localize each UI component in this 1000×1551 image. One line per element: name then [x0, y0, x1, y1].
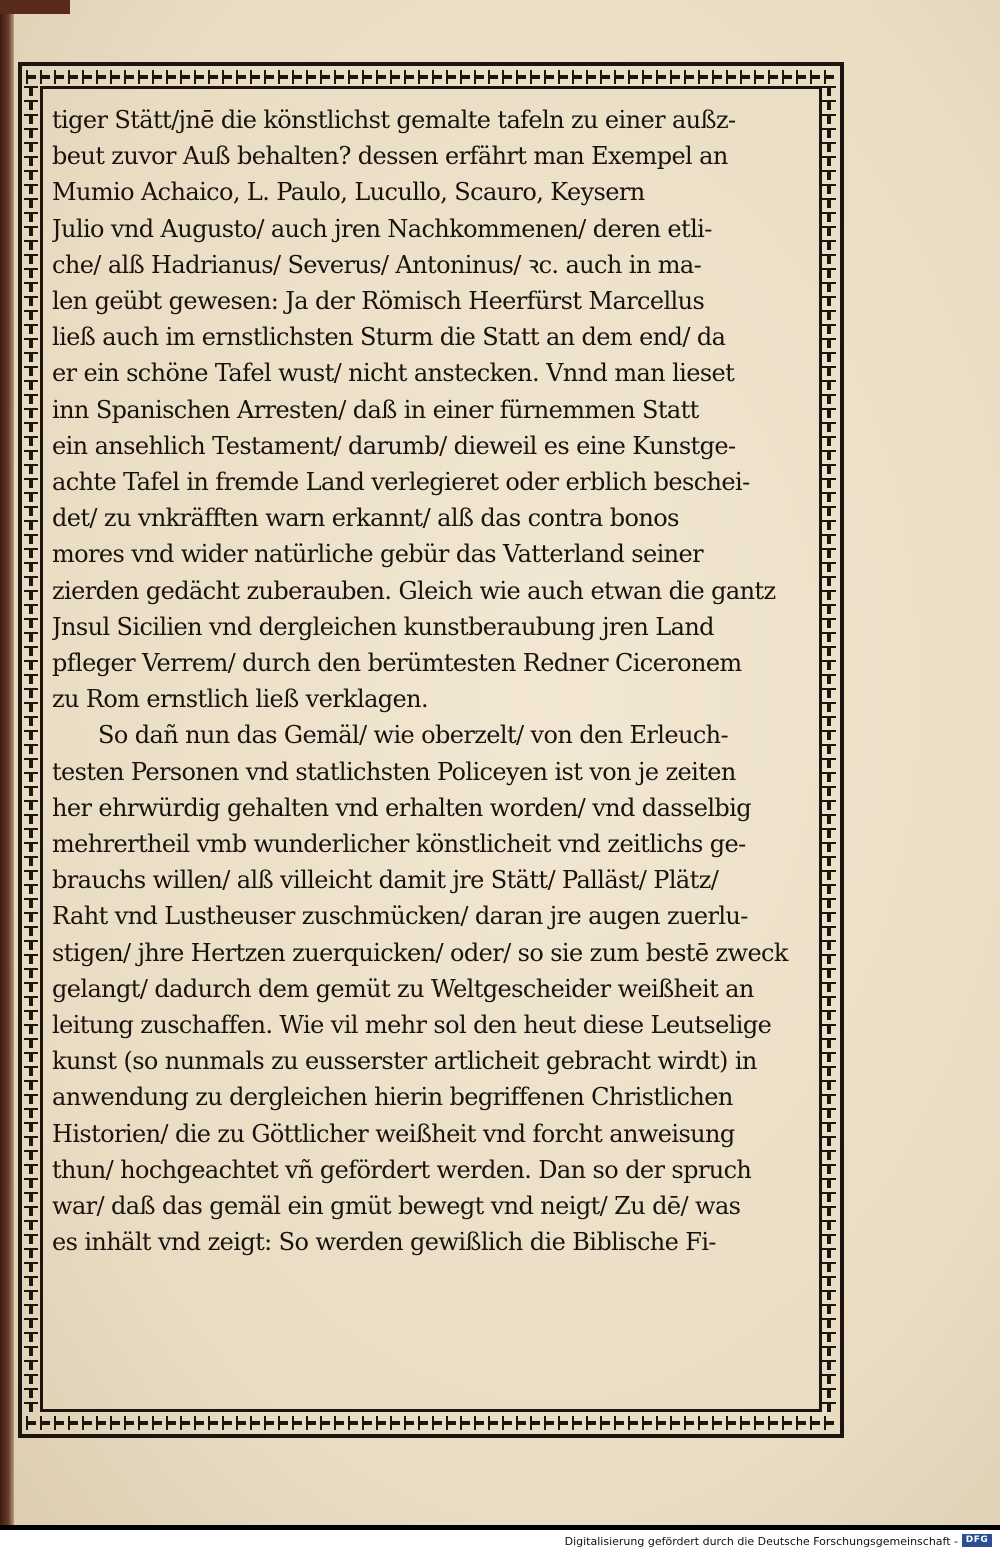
text-line: ein ansehlich Testament/ darumb/ dieweil es eine Kunstge- [52, 431, 736, 460]
page-text [52, 102, 792, 1261]
text-line: beut zuvor Auß behalten? dessen erfährt man Exempel an [52, 142, 728, 171]
text-line: zu Rom ernstlich ließ verklagen. [52, 685, 429, 714]
text-line: testen Personen vnd statlichsten Policeyen ist von je zeiten [52, 757, 736, 786]
binding-tab [0, 0, 70, 14]
text-line: stigen/ jhre Hertzen zuerquicken/ oder/ so sie zum bestē zweck [52, 938, 788, 967]
dfg-logo: DFG [962, 1534, 992, 1547]
funding-credit: Digitalisierung gefördert durch die Deutsche Forschungsgemeinschaft - [564, 1535, 958, 1548]
text-line: gelangt/ dadurch dem gemüt zu Weltgescheider weißheit an [52, 974, 754, 1003]
text-line: Jnsul Sicilien vnd dergleichen kunstberaubung jren Land [52, 612, 714, 641]
text-line: mehrertheil vmb wunderlicher könstlicheit vnd zeitlichs ge- [52, 830, 746, 859]
text-line: inn Spanischen Arresten/ daß in einer fürnemmen Statt [52, 395, 699, 424]
text-line: che/ alß Hadrianus/ Severus/ Antoninus/ ꝛc. auch in ma- [52, 250, 702, 279]
text-line: det/ zu vnkräfften warn erkannt/ alß das contra bonos [52, 504, 679, 533]
ornament-right [822, 86, 836, 1412]
text-line: Historien/ die zu Göttlicher weißheit vnd forcht anweisung [52, 1119, 735, 1148]
page-binding-edge [0, 0, 14, 1525]
text-line: pfleger Verrem/ durch den berümtesten Redner Ciceronem [52, 649, 742, 678]
ornament-bottom [26, 1416, 836, 1430]
ornament-top [26, 70, 836, 84]
text-line: zierden gedächt zuberauben. Gleich wie auch etwan die gantz [52, 576, 776, 605]
text-line: ließ auch im ernstlichsten Sturm die Statt an dem end/ da [52, 323, 726, 352]
text-line: Mumio Achaico, L. Paulo, Lucullo, Scauro, Keysern [52, 178, 645, 207]
text-line: leitung zuschaffen. Wie vil mehr sol den heut diese Leutselige [52, 1011, 772, 1040]
text-line: brauchs willen/ alß villeicht damit jre Stätt/ Palläst/ Plätz/ [52, 866, 719, 895]
text-line: tiger Stätt/jnē die könstlichst gemalte tafeln zu einer außz- [52, 106, 736, 134]
paragraph-start-line: So dañ nun das Gemäl/ wie oberzelt/ von den Erleuch- [98, 721, 729, 750]
ornament-left [24, 86, 38, 1412]
text-line: Julio vnd Augusto/ auch jren Nachkommenen/ deren etli- [52, 214, 712, 243]
text-line: es inhält vnd zeigt: So werden gewißlich die Biblische Fi- [52, 1228, 716, 1257]
text-line: er ein schöne Tafel wust/ nicht anstecken. Vnnd man lieset [52, 359, 735, 388]
text-line: kunst (so nunmals zu eusserster artlicheit gebracht wirdt) in [52, 1047, 757, 1076]
text-line: len geübt gewesen: Ja der Römisch Heerfürst Marcellus [52, 287, 705, 316]
text-line: her ehrwürdig gehalten vnd erhalten worden/ vnd dasselbig [52, 793, 751, 822]
text-line: war/ daß das gemäl ein gmüt bewegt vnd neigt/ Zu dē/ was [52, 1192, 741, 1221]
text-line: achte Tafel in fremde Land verlegieret oder erblich beschei- [52, 468, 750, 497]
text-line: anwendung zu dergleichen hierin begriffenen Christlichen [52, 1083, 733, 1112]
text-line: Raht vnd Lustheuser zuschmücken/ daran jre augen zuerlu- [52, 902, 748, 931]
text-line: mores vnd wider natürliche gebür das Vatterland seiner [52, 540, 704, 569]
text-line: thun/ hochgeachtet vñ gefördert werden. Dan so der spruch [52, 1155, 752, 1184]
